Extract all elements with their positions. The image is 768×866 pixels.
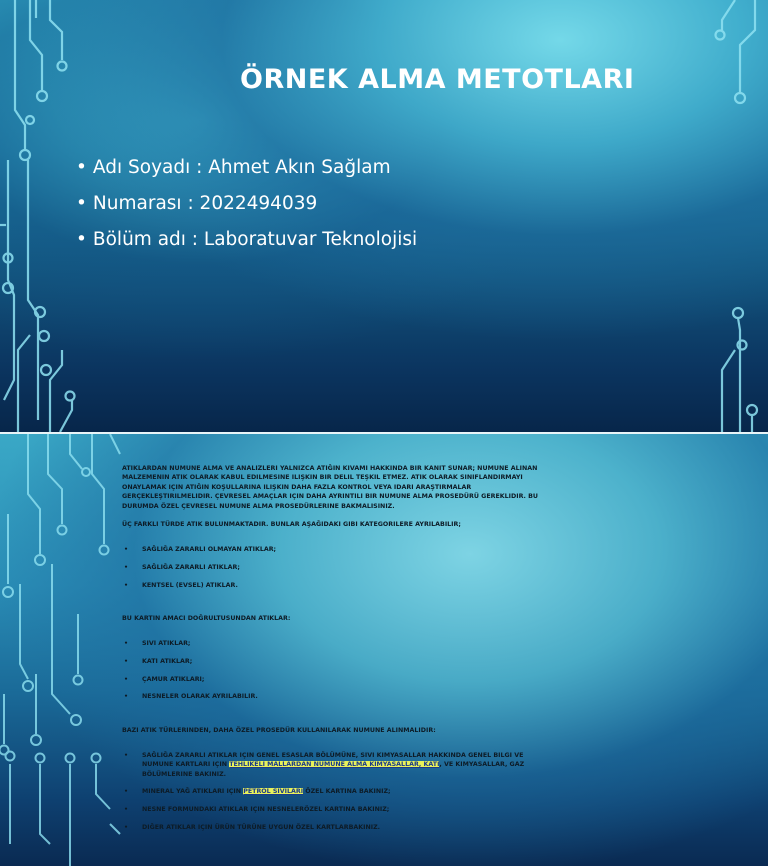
bullet-dot: •	[76, 157, 87, 178]
slide-body	[122, 464, 552, 842]
special-heading: BAZI ATIK TÜRLERINDEN, DAHA ÖZEL PROSEDÜR KULLANILARAK NUMUNE ALINMALIDIR:	[122, 726, 436, 734]
purpose-list	[122, 639, 552, 701]
slide-title: ÖRNEK ALMA METOTLARI	[240, 64, 635, 95]
types-heading: ÜÇ FARKLI TÜRDE ATIK BULUNMAKTADIR. BUNLAR AŞAĞIDAKI GIBI KATEGORILERE AYRILABILIR;	[122, 521, 461, 529]
bullet-department: • Bölüm adı : Laboratuvar Teknolojisi	[76, 222, 417, 258]
types-list	[122, 545, 552, 590]
list-item: • KATI ATIKLAR;	[124, 658, 193, 666]
bullet-number: • Numarası : 2022494039	[76, 186, 417, 222]
list-item: • ÇAMUR ATIKLARI;	[124, 675, 205, 683]
objects-bold: NESNELER	[267, 806, 304, 814]
info-bullet-list	[76, 150, 417, 258]
list-item: • DIĞER ATIKLAR IÇIN ÜRÜN TÜRÜNE UYGUN ÖZEL KARTLARBAKINIZ.	[124, 823, 381, 831]
petroleum-liquids-link[interactable]: PETROL SIVILARI	[243, 788, 304, 796]
product-cards-bold: ÜRÜN TÜRÜNE UYGUN ÖZEL KARTLAR	[214, 823, 349, 831]
bullet-name: • Adı Soyadı : Ahmet Akın Sağlam	[76, 150, 417, 186]
list-item: • SIVI ATIKLAR;	[124, 640, 191, 648]
list-item: • SAĞLIĞA ZARARLI ATIKLAR IÇIN GENEL ESASLAR BÖLÜMÜNE, SIVI KIMYASALLAR HAKKINDA GENEL BILGI VE NUMUNE KARTLARI IÇIN TEHLIKELI MALLARDAN NUMUNE ALMA KIMYASALLAR, KATI, VE KIMYASALLAR, GAZ BÖLÜMLERINE BAKINIZ.	[124, 752, 525, 778]
title-slide	[0, 0, 768, 432]
purpose-heading: BU KARTIN AMACI DOĞRULTUSUNDAN ATIKLAR:	[122, 615, 291, 623]
bullet-dot: •	[76, 193, 87, 214]
bullet-dot: •	[76, 229, 87, 250]
hazardous-goods-link[interactable]: TEHLIKELI MALLARDAN NUMUNE ALMA KIMYASALLAR, KATI	[229, 761, 440, 769]
list-item: • SAĞLIĞA ZARARLI ATIKLAR;	[124, 564, 240, 572]
content-slide	[0, 434, 768, 866]
list-item: • SAĞLIĞA ZARARLI OLMAYAN ATIKLAR;	[124, 546, 277, 554]
list-item: • NESNE FORMUNDAKI ATIKLAR IÇIN NESNELERÖZEL KARTINA BAKINIZ;	[124, 806, 390, 814]
intro-paragraph: ATIKLARDAN NUMUNE ALMA VE ANALIZLERI YALNIZCA ATIĞIN KIVAMI HAKKINDA BIR KANIT SUNAR; NUMUNE ALINAN MALZEMENIN ATIK OLARAK KABUL EDILMESINE ILIŞKIN BIR DELIL TEŞKIL ETMEZ. ATIK OLARAK SINIFLANDIRMAYI ONAYLAMAK IÇIN ATIĞIN KOŞULLARINA ILIŞKIN DAHA FAZLA KONTROL VEYA IDARI ARAŞTIRMALAR GERÇEKLEŞTIRILMELIDIR. ÇEVRESEL AMAÇLAR IÇIN DAHA AYRINTILI BIR NUMUNE ALMA PROSEDÜRÜ GEREKLIDIR. BU DURUMDA ÖZEL ÇEVRESEL NUMUNE ALMA PROSEDÜRLERINE BAKMALISINIZ.	[122, 465, 539, 510]
list-item: • NESNELER OLARAK AYRILABILIR.	[124, 693, 258, 701]
list-item: • KENTSEL (EVSEL) ATIKLAR.	[124, 581, 238, 589]
special-list	[122, 751, 552, 832]
list-item: • MINERAL YAĞ ATIKLARI IÇIN PETROL SIVILARI ÖZEL KARTINA BAKINIZ;	[124, 788, 391, 796]
